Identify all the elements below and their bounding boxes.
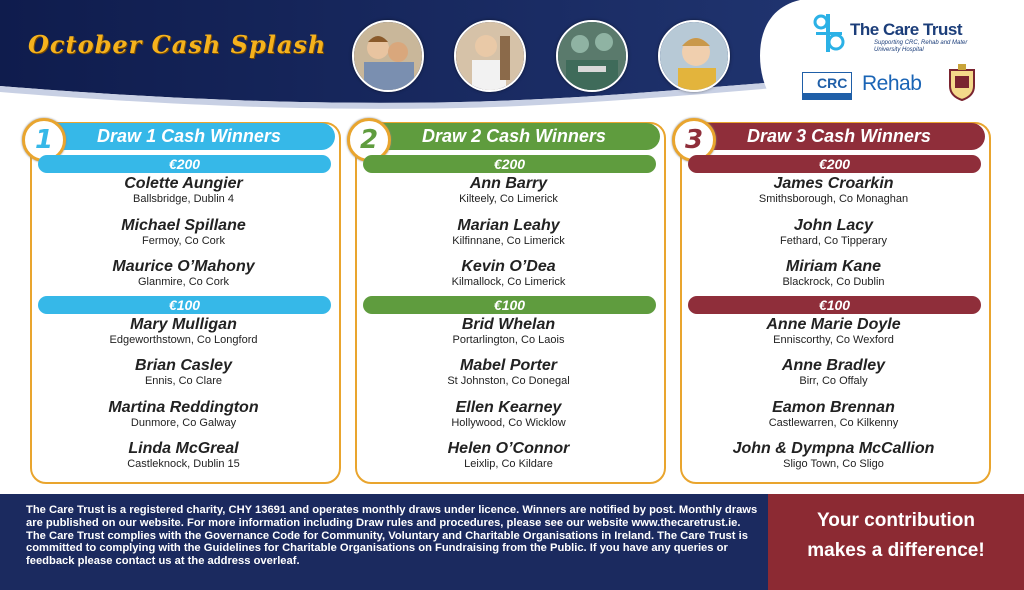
draw-number: 1: [34, 125, 54, 155]
winner-name: Colette Aungier: [124, 175, 243, 192]
winner-location: St Johnston, Co Donegal: [447, 375, 570, 387]
winner-entry: [30, 439, 337, 471]
winner-location: Dunmore, Co Galway: [130, 417, 237, 429]
winner-entry: [355, 398, 662, 430]
winner-name: Martina Reddington: [108, 399, 259, 416]
draw-number: 3: [684, 125, 704, 155]
winner-location: Portarlington, Co Laois: [452, 334, 565, 346]
care-trust-name: The Care Trust: [850, 20, 963, 39]
draw-column-3: [680, 122, 991, 484]
winner-name: Maurice O’Mahony: [112, 258, 255, 275]
prize-tier-label: €200: [688, 155, 981, 173]
winner-name: Brid Whelan: [461, 316, 556, 333]
winner-entry: [680, 398, 987, 430]
winner-location: Fermoy, Co Cork: [142, 235, 225, 247]
photo-nurse: [454, 20, 526, 92]
winner-name: Linda McGreal: [128, 440, 239, 457]
winner-location: Castlewarren, Co Kilkenny: [768, 417, 899, 429]
photo-family: [352, 20, 424, 92]
winner-location: Castleknock, Dublin 15: [127, 458, 240, 470]
winner-entry: [680, 174, 987, 206]
winner-name: John & Dympna McCallion: [732, 440, 935, 457]
winner-name: Marian Leahy: [457, 217, 560, 234]
winner-entry: [355, 356, 662, 388]
winner-entry: [680, 356, 987, 388]
photo-child: [658, 20, 730, 92]
winner-entry: [680, 315, 987, 347]
winner-location: Leixlip, Co Kildare: [464, 458, 553, 470]
crc-logo: [802, 72, 852, 100]
slogan-line-2: makes a difference!: [807, 540, 985, 561]
winner-name: Mary Mulligan: [130, 316, 237, 333]
winner-location: Smithsborough, Co Monaghan: [758, 193, 909, 205]
winner-entry: [30, 398, 337, 430]
prize-tier-label: €200: [38, 155, 331, 173]
winner-name: Ellen Kearney: [455, 399, 562, 416]
prize-tier-label: €100: [688, 296, 981, 314]
slogan-line-1: Your contribution: [817, 510, 975, 531]
winner-entry: [30, 356, 337, 388]
winner-entry: [30, 174, 337, 206]
winner-location: Fethard, Co Tipperary: [780, 235, 887, 247]
winner-location: Enniscorthy, Co Wexford: [773, 334, 894, 346]
prize-tier-label: €100: [363, 296, 656, 314]
winner-location: Kilfinnane, Co Limerick: [452, 235, 565, 247]
draw-column-1: [30, 122, 341, 484]
winner-entry: [30, 257, 337, 289]
slogan-panel: [768, 494, 1024, 590]
draw-title: Draw 3 Cash Winners: [693, 123, 985, 150]
crc-logo-text: CRC: [817, 75, 848, 91]
care-trust-logo-icon: [812, 12, 846, 54]
winner-entry: [355, 315, 662, 347]
draw-number: 2: [359, 125, 379, 155]
winner-entry: [355, 174, 662, 206]
winner-name: Kevin O’Dea: [461, 258, 556, 275]
prize-tier-label: €100: [38, 296, 331, 314]
footer-panel: [0, 494, 768, 590]
winner-name: Anne Bradley: [781, 357, 886, 374]
winner-entry: [30, 315, 337, 347]
winner-entry: [355, 439, 662, 471]
winner-entry: [680, 439, 987, 471]
winner-name: Miriam Kane: [785, 258, 882, 275]
page-title: October Cash Splash: [28, 30, 327, 59]
winner-location: Sligo Town, Co Sligo: [783, 458, 884, 470]
logo-panel-background: [760, 0, 1024, 120]
winner-entry: [680, 216, 987, 248]
rehab-logo: Rehab: [862, 72, 922, 95]
winner-location: Ballsbridge, Dublin 4: [133, 193, 234, 205]
winner-location: Kilmallock, Co Limerick: [451, 276, 566, 288]
care-trust-tagline: Supporting CRC, Rehab and Mater University Hospital: [874, 40, 968, 53]
winner-name: James Croarkin: [773, 175, 894, 192]
winner-name: Michael Spillane: [121, 217, 246, 234]
winner-location: Glanmire, Co Cork: [137, 276, 230, 288]
mater-hospital-crest-icon: [946, 62, 978, 102]
winner-name: Helen O’Connor: [447, 440, 570, 457]
winner-location: Edgeworthstown, Co Longford: [109, 334, 258, 346]
winner-entry: [355, 257, 662, 289]
winner-location: Birr, Co Offaly: [799, 375, 868, 387]
prize-tier-label: €200: [363, 155, 656, 173]
winner-name: Ann Barry: [469, 175, 548, 192]
draw-column-2: [355, 122, 666, 484]
winner-entry: [355, 216, 662, 248]
winner-name: John Lacy: [793, 217, 874, 234]
winner-location: Hollywood, Co Wicklow: [451, 417, 566, 429]
draw-title: Draw 1 Cash Winners: [43, 123, 335, 150]
winner-name: Brian Casley: [135, 357, 232, 374]
photo-surgery: [556, 20, 628, 92]
winner-name: Anne Marie Doyle: [766, 316, 901, 333]
draw-title: Draw 2 Cash Winners: [368, 123, 660, 150]
winner-entry: [680, 257, 987, 289]
winner-entry: [30, 216, 337, 248]
winner-location: Kilteely, Co Limerick: [459, 193, 558, 205]
winner-location: Ennis, Co Clare: [144, 375, 223, 387]
footer-disclaimer: The Care Trust is a registered charity, CHY 13691 and operates monthly draws under licence. Winners are notified by post. Monthly draws are published on our website. For more information including Draw rules and procedures, please see our website www.thecaretrust.ie. The Care Trust complies with the Governance Code for Community, Voluntary and Charitable Organisations in Ireland. The Care Trust is committed to complying with the Guidelines for Charitable Organisations on Fundraising from the Public. If you have any queries or feedback please contact us at the address overleaf.: [26, 504, 758, 568]
winner-location: Blackrock, Co Dublin: [782, 276, 885, 288]
winner-name: Mabel Porter: [460, 357, 557, 374]
winner-name: Eamon Brennan: [772, 399, 895, 416]
